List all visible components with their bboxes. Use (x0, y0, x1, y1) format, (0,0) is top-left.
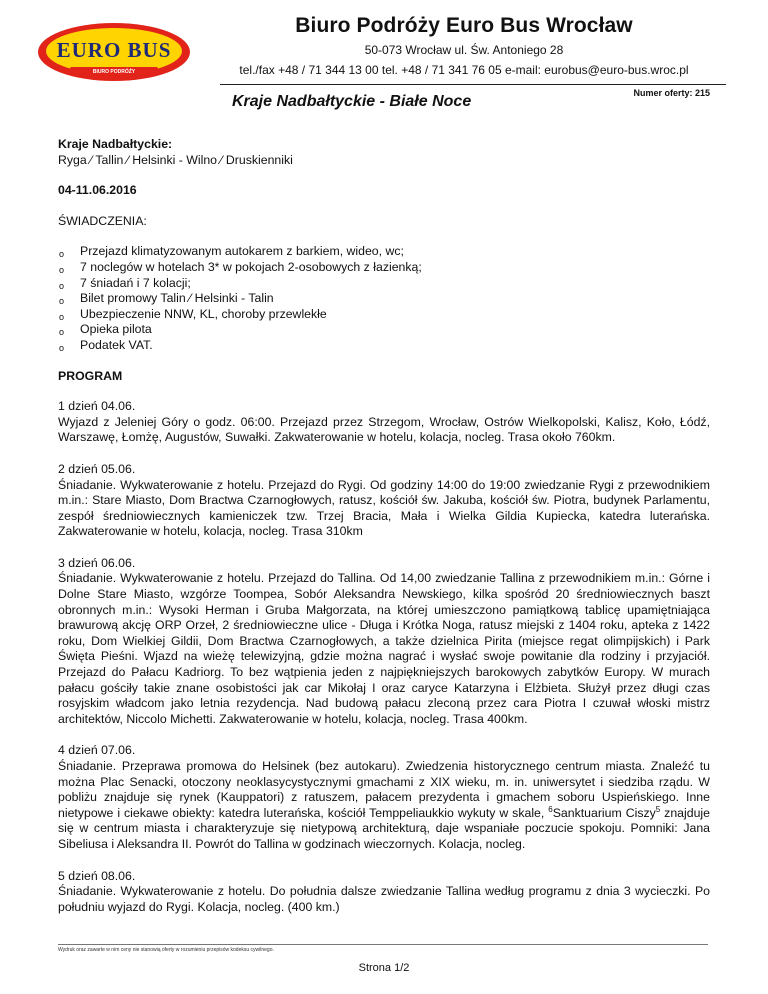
bullet-icon: o (59, 342, 65, 353)
superscript-mark: 5 (655, 804, 661, 814)
benefit-item (58, 322, 710, 338)
day-description (58, 759, 710, 853)
company-logo (36, 20, 192, 84)
day-title: 4 dzień 07.06. (58, 743, 136, 758)
footer-divider (58, 944, 708, 945)
bullet-icon: o (59, 296, 65, 307)
benefit-item (58, 276, 710, 292)
page-number: Strona 1/2 (358, 962, 410, 974)
day-title: 2 dzień 05.06. (58, 461, 136, 476)
offer-number: Numer oferty: 215 (633, 88, 710, 98)
benefit-item (58, 307, 710, 323)
benefit-text: Przejazd klimatyzowanym autokarem z barkiem, wideo, wc; (80, 244, 404, 259)
logo-text: EURO BUS (56, 38, 172, 62)
offer-title: Kraje Nadbałtyckie - Białe Noce (232, 93, 472, 110)
benefit-item (58, 291, 710, 307)
benefit-text: Ubezpieczenie NNW, KL, choroby przewlekłe (80, 306, 327, 321)
benefit-text: 7 śniadań i 7 kolacji; (80, 275, 191, 290)
program-heading: PROGRAM (58, 368, 123, 383)
day-description: Śniadanie. Wykwaterowanie z hotelu. Do południa dalsze zwiedzanie Tallina według programu z dnia 3 wycieczki. Po południu wyjazd do Rygi. Kolacja, nocleg. (400 km.) (58, 884, 710, 914)
benefit-item (58, 244, 710, 260)
day-title: 3 dzień 06.06. (58, 555, 136, 570)
day-title: 1 dzień 04.06. (58, 399, 136, 414)
bullet-icon: o (59, 327, 65, 338)
benefit-text: Opieka pilota (80, 322, 152, 337)
destination-heading: Kraje Nadbałtyckie: (58, 137, 173, 151)
company-logo-graphic (36, 20, 192, 84)
company-address: 50-073 Wrocław ul. Św. Antoniego 28 (364, 43, 564, 57)
trip-dates: 04-11.06.2016 (58, 183, 137, 198)
benefit-item (58, 260, 710, 276)
benefit-item (58, 338, 710, 354)
benefits-list (58, 244, 710, 353)
document-body (58, 137, 710, 915)
day-description: Wyjazd z Jeleniej Góry o godz. 06:00. Przejazd przez Strzegom, Wrocław, Ostrów Wielkopolski, Kalisz, Koło, Łódź, Warszawę, Łomżę, Augustów, Suwałki. Zakwaterowanie w hotelu, kolacja, nocleg. Trasa około 760km. (58, 414, 710, 445)
company-name: Biuro Podróży Euro Bus Wrocław (295, 14, 633, 37)
bullet-icon: o (59, 264, 65, 275)
company-contacts: tel./fax +48 / 71 344 13 00 tel. +48 / 71 341 76 05 e-mail: eurobus@euro-bus.wroc.pl (239, 63, 689, 77)
superscript-mark: 6 (548, 804, 553, 814)
footer-disclaimer: Wydruk oraz zawarte w nim ceny nie stanowią oferty w rozumieniu przepisów kodeksu cywilnego. (58, 947, 274, 953)
benefit-text: Bilet promowy Talin ∕ Helsinki - Talin (80, 291, 274, 306)
bullet-icon: o (59, 280, 65, 291)
benefit-text: Podatek VAT. (80, 337, 153, 352)
day-title: 5 dzień 08.06. (58, 868, 136, 883)
day-description: Śniadanie. Wykwaterowanie z hotelu. Przejazd do Rygi. Od godziny 14:00 do 19:00 zwiedzanie Rygi z przewodnikiem m.in.: Stare Miasto, Dom Bractwa Czarnogłowych, ratusz, kościół św. Jakuba, kościół św. Piotra, budynek Parlamentu, zespół średniowiecznych kamieniczek tzw. Trzej Bracia, Mała i Wielka Gildia Kupiecka, katedra luterańska. Zakwaterowanie w hotelu, kolacja, nocleg. Trasa 310km (58, 477, 710, 539)
destination-route: Ryga ∕ Tallin ∕ Helsinki - Wilno ∕ Druskienniki (58, 152, 293, 167)
day-text-part: znajduje się w centrum miasta i charakteryzuje się nietypową architekturą, daje wspaniałe poczucie spokoju. Pomniki: Jana Sibeliusa i Aleksandra II. Powrót do Tallina w godzinach wieczornych. Kolacja, nocleg. (58, 805, 710, 851)
benefits-heading: ŚWIADCZENIA: (58, 213, 147, 228)
bullet-icon: o (59, 311, 65, 322)
day-text-part: Śniadanie. Przeprawa promowa do Helsinek (bez autokaru). Zwiedzenia historycznego centrum miasta. Znaleźć tu można Plac Senacki, otoczony neoklasycystycznymi gmachami z XIX wieku, m. in. uniwersytet i siedziba rządu. W pobliżu znajduje się rynek (Kauppatori) z ratuszem, pałacem prezydenta i gmachem soboru Uspieńskiego. Inne nietypowe i ciekawe obiekty: katedra luterańska, kościół Temppeliaukkio wykuty w skale, (58, 759, 710, 820)
bullet-icon: o (59, 249, 65, 260)
day-text-part: Sanktuarium Ciszy (552, 805, 656, 820)
benefit-text: 7 noclegów w hotelach 3* w pokojach 2-osobowych z łazienką; (80, 259, 422, 274)
day-description: Śniadanie. Wykwaterowanie z hotelu. Przejazd do Tallina. Od 14,00 zwiedzanie Tallina z przewodnikiem m.in.: Górne i Dolne Stare Miasto, wzgórze Toompea, Sobór Aleksandra Newskiego, kilka spośród 20 średniowiecznych baszt obronnych m.in.: Wysoki Herman i Gruba Małgorzata, na której umieszczono pamiątkową tablicę upamiętniająca brawurową akcję ORP Orzeł, 2 średniowieczne ulice - Długa i Krótka Noga, ratusz miejski z 1404 roku, apteka z 1422 roku, Dom Wielkiej Gildii, Dom Bractwa Czarnogłowych, a także dzielnica Pirita (miejsce regat olimpijskich) i Park Święta Pieśni. Wjazd na wieżę telewizyjną, gdzie można nagrać i wysłać swoje powitanie dla rodziny i przyjaciół. Przejazd do Pałacu Kadriorg. To bez wątpienia jeden z najpiękniejszych barokowych zabytków Europy. W murach pałacu gościły takie znane osobistości jak car Mikołaj I oraz caryce Katarzyna i Elżbieta. Służył przez długi czas rosyjskim władcom jako letnia rezydencja. Nad budową pałacu zleconą przez cara Piotra I czuwał włoski mistrz architektów, Niccolo Michetti. Zakwaterowanie w hotelu, kolacja, nocleg. Trasa 400km. (58, 571, 710, 726)
header-divider (220, 84, 726, 85)
logo-tagline: BIURO PODRÓŻY (92, 69, 136, 75)
